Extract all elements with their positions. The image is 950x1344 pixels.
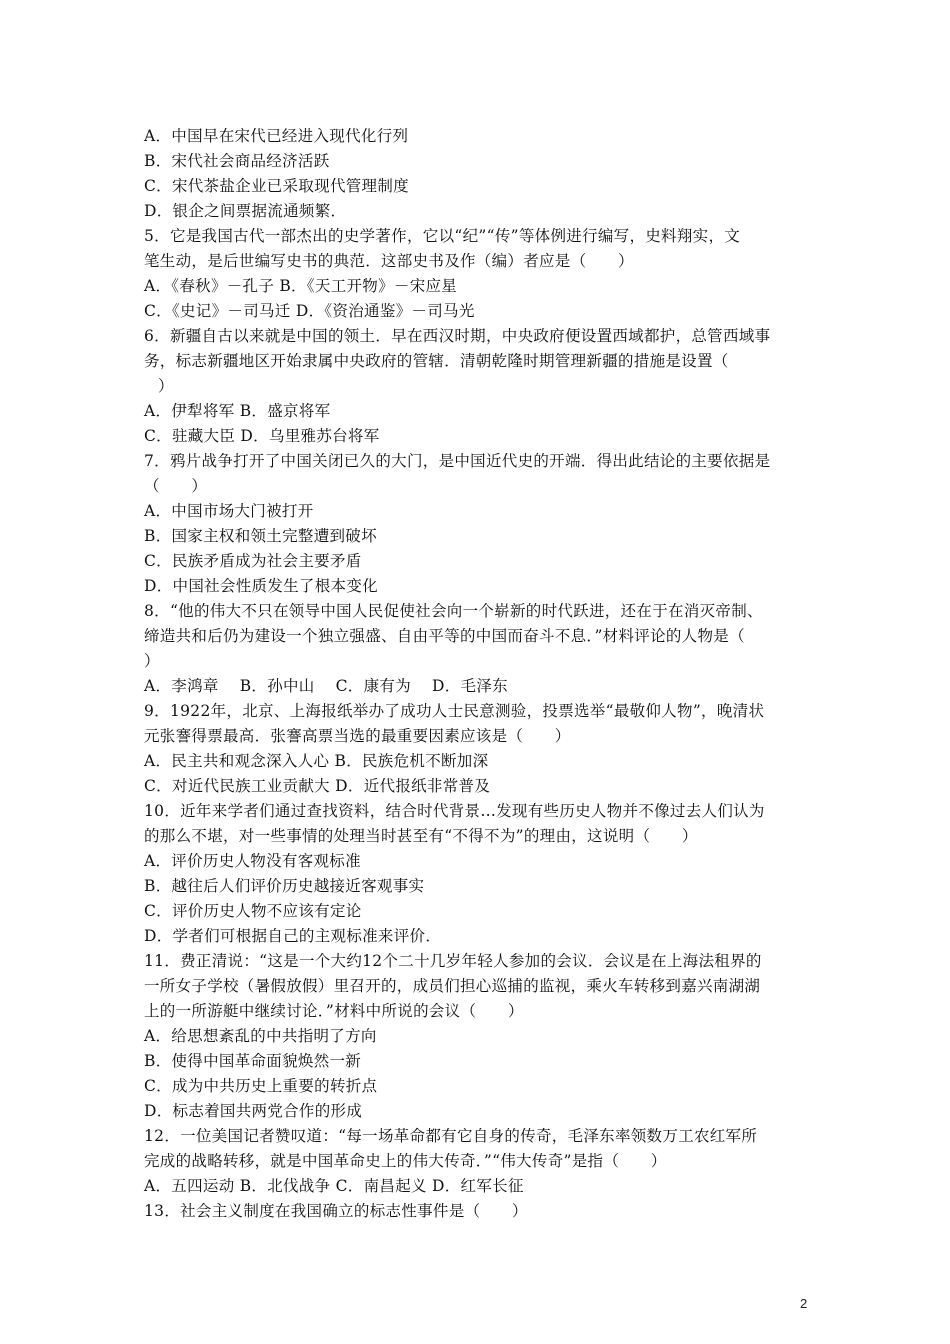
option-line: C．驻藏大臣 D．乌里雅苏台将军 bbox=[144, 427, 380, 445]
option-line: D．学者们可根据自己的主观标准来评价． bbox=[144, 927, 442, 945]
option-line: C．成为中共历史上重要的转折点 bbox=[144, 1077, 378, 1095]
question-13-stem: 13．社会主义制度在我国确立的标志性事件是（ ） bbox=[144, 1202, 528, 1220]
option-line: A．伊犁将军 B．盛京将军 bbox=[144, 402, 331, 420]
option-line: A．评价历史人物没有客观标准 bbox=[144, 852, 361, 870]
option-line: B．越往后人们评价历史越接近客观事实 bbox=[144, 877, 425, 895]
option-line: B．国家主权和领土完整遭到破坏 bbox=[144, 527, 377, 545]
question-7-stem: （ ） bbox=[144, 477, 208, 495]
option-line: C．民族矛盾成为社会主要矛盾 bbox=[144, 552, 362, 570]
option-line: A．《春秋》－孔子 B．《天工开物》－宋应星 bbox=[144, 277, 458, 295]
question-11-stem: 上的一所游艇中继续讨论．”材料中所说的会议（ ） bbox=[144, 1002, 524, 1020]
page-number: 2 bbox=[800, 1296, 808, 1311]
option-line: D．标志着国共两党合作的形成 bbox=[144, 1102, 363, 1120]
option-line: A．民主共和观念深入人心 B．民族危机不断加深 bbox=[144, 752, 489, 770]
option-line: B．使得中国革命面貌焕然一新 bbox=[144, 1052, 362, 1070]
question-8-stem: 缔造共和后仍为建设一个独立强盛、自由平等的中国而奋斗不息．”材料评论的人物是（ bbox=[144, 627, 745, 645]
question-10-stem: 的那么不堪，对一些事情的处理当时甚至有“不得不为”的理由，这说明（ ） bbox=[144, 827, 698, 845]
question-12-stem: 完成的战略转移，就是中国革命史上的伟大传奇．”“伟大传奇”是指（ ） bbox=[144, 1152, 667, 1170]
option-line: A．中国市场大门被打开 bbox=[144, 502, 314, 520]
question-9-stem: 元张謇得票最高．张謇高票当选的最重要因素应该是（ ） bbox=[144, 727, 571, 745]
option-line: C．《史记》－司马迁 D．《资治通鉴》－司马光 bbox=[144, 302, 475, 320]
question-8-stem: ） bbox=[144, 652, 160, 670]
option-line: C．评价历史人物不应该有定论 bbox=[144, 902, 362, 920]
option-line: C．对近代民族工业贡献大 D．近代报纸非常普及 bbox=[144, 777, 491, 795]
option-line: A．给思想紊乱的中共指明了方向 bbox=[144, 1027, 377, 1045]
question-text-block bbox=[144, 124, 816, 1224]
question-5-stem: 笔生动，是后世编写史书的典范．这部史书及作（编）者应是（ ） bbox=[144, 252, 634, 270]
question-8-stem: 8．“他的伟大不只在领导中国人民促使社会向一个崭新的时代跃进，还在于在消灭帝制、 bbox=[144, 602, 763, 620]
question-6-stem: ） bbox=[158, 377, 174, 395]
option-line: A．五四运动 B．北伐战争 C．南昌起义 D．红军长征 bbox=[144, 1177, 524, 1195]
option-line: A．李鸿章 B．孙中山 C．康有为 D．毛泽东 bbox=[144, 677, 508, 695]
question-9-stem: 9．1922年，北京、上海报纸举办了成功人士民意测验，投票选举“最敬仰人物”，晚清状 bbox=[144, 702, 765, 720]
question-12-stem: 12．一位美国记者赞叹道：“每一场革命都有它自身的传奇，毛泽东率领数万工农红军所 bbox=[144, 1127, 758, 1145]
question-6-stem: 6．新疆自古以来就是中国的领土．早在西汉时期，中央政府便设置西域都护，总管西域事 bbox=[144, 327, 771, 345]
question-11-stem: 一所女子学校（暑假放假）里召开的，成员们担心巡捕的监视，乘火车转移到嘉兴南湖湖 bbox=[144, 977, 761, 995]
question-11-stem: 11．费正清说：“这是一个大约12个二十几岁年轻人参加的会议．会议是在上海法租界的 bbox=[144, 952, 762, 970]
question-5-stem: 5．它是我国古代一部杰出的史学著作，它以“纪”“传”等体例进行编写，史料翔实，文 bbox=[144, 227, 741, 245]
question-10-stem: 10．近年来学者们通过查找资料，结合时代背景…发现有些历史人物并不像过去人们认为 bbox=[144, 802, 765, 820]
option-line: B．宋代社会商品经济活跃 bbox=[144, 152, 330, 170]
option-line: A．中国早在宋代已经进入现代化行列 bbox=[144, 127, 409, 145]
question-6-stem: 务，标志新疆地区开始隶属中央政府的管辖．清朝乾隆时期管理新疆的措施是设置（ bbox=[144, 352, 729, 370]
question-7-stem: 7．鸦片战争打开了中国关闭已久的大门，是中国近代史的开端．得出此结论的主要依据是 bbox=[144, 452, 771, 470]
option-line: C．宋代茶盐企业已采取现代管理制度 bbox=[144, 177, 409, 195]
option-line: D．银企之间票据流通频繁． bbox=[144, 202, 347, 220]
option-line: D．中国社会性质发生了根本变化 bbox=[144, 577, 378, 595]
